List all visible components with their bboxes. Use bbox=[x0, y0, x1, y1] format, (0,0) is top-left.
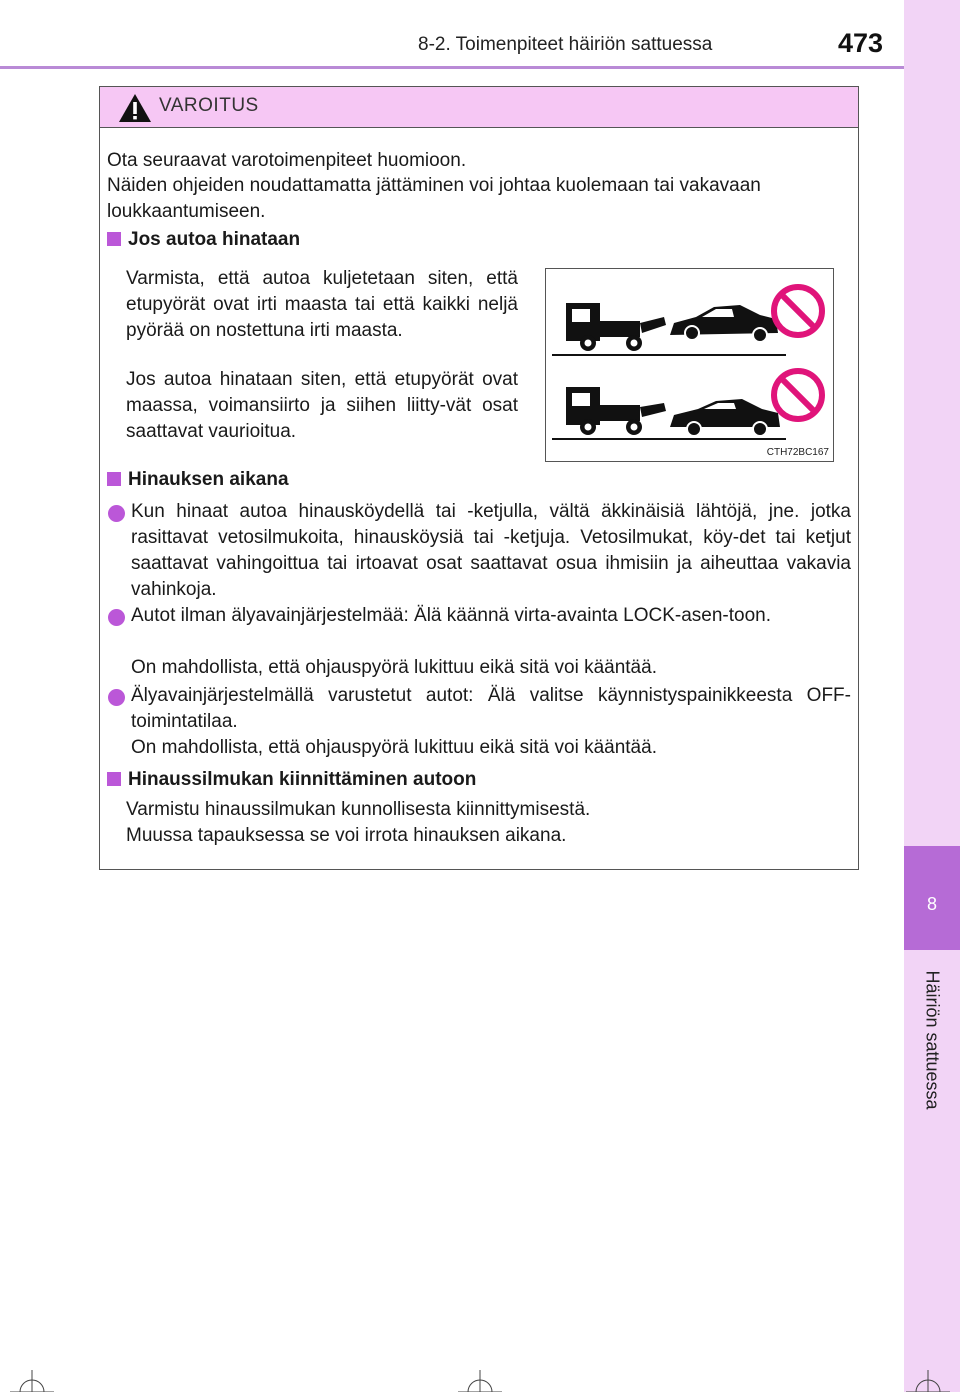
prohibited-icon bbox=[774, 371, 822, 419]
towing-text-1: Varmista, että autoa kuljetetaan siten, että etupyörät ovat irti maasta tai että kaikki neljä pyörää on nostettuna irti maasta. bbox=[126, 268, 518, 341]
section-heading-tow-eyelet: Hinaussilmukan kiinnittäminen autoon bbox=[107, 767, 476, 793]
towing-bullet-2: Autot ilman älyavainjärjestelmää: Älä käännä virta-avainta LOCK-asen-toon. bbox=[131, 605, 771, 626]
towing-bullet-1: Kun hinaat autoa hinausköydellä tai -ketjulla, vältä äkkinäisiä lähtöjä, jne. jotka rasittavat vetosilmukoita, hinausköysiä tai -ketjuja. Vetosilmukat, köy-det tai ketjut saattavat vahingoittua tai irtoavat osat saattavat osua ihmisiin ja aiheuttaa vakavia vahinkoja. bbox=[131, 501, 851, 600]
crop-mark-icon bbox=[906, 1370, 950, 1392]
header-divider bbox=[0, 66, 904, 69]
crop-mark-icon bbox=[458, 1370, 502, 1392]
tow-truck-icon bbox=[566, 303, 666, 351]
towing-illustration bbox=[545, 268, 834, 462]
lifted-car-icon bbox=[670, 305, 778, 342]
square-bullet-icon bbox=[107, 472, 121, 486]
section-title: 8-2. Toimenpiteet häiriön sattuessa bbox=[418, 34, 713, 55]
square-bullet-icon bbox=[107, 232, 121, 246]
section-heading-towing: Jos autoa hinataan bbox=[107, 227, 300, 253]
chapter-number-block bbox=[904, 846, 960, 950]
tow-eyelet-text-2: Muussa tapauksessa se voi irrota hinauksen aikana. bbox=[126, 825, 567, 846]
warning-label: VAROITUS bbox=[159, 95, 259, 116]
warning-triangle-icon bbox=[118, 93, 152, 123]
warning-box bbox=[99, 86, 859, 870]
towed-car-icon bbox=[670, 399, 780, 436]
intro-line-2: Näiden ohjeiden noudattamatta jättäminen voi johtaa kuolemaan tai vakavaan loukkaantumiseen. bbox=[107, 175, 761, 222]
illustration-code: CTH72BC167 bbox=[766, 447, 829, 458]
bullet-dot-icon bbox=[108, 689, 125, 706]
towing-bullet-3: Älyavainjärjestelmällä varustetut autot: Älä valitse käynnistyspainikkeesta OFF-toimintatilaa. bbox=[131, 685, 851, 732]
bullet-dot-icon bbox=[108, 609, 125, 626]
towing-text-2: Jos autoa hinataan siten, että etupyörät ovat maassa, voimansiirto ja siihen liitty-vät osat saattavat vaurioitua. bbox=[126, 369, 518, 442]
towing-bullet-2-note: On mahdollista, että ohjauspyörä lukittuu eikä sitä voi kääntää. bbox=[131, 657, 657, 678]
tow-truck-icon bbox=[566, 387, 666, 435]
intro-line-1: Ota seuraavat varotoimenpiteet huomioon. bbox=[107, 150, 467, 171]
crop-mark-icon bbox=[10, 1370, 54, 1392]
page-number: 473 bbox=[838, 28, 884, 58]
towing-bullet-3-note: On mahdollista, että ohjauspyörä lukittuu eikä sitä voi kääntää. bbox=[131, 737, 657, 758]
chapter-number: 8 bbox=[926, 894, 937, 914]
square-bullet-icon bbox=[107, 772, 121, 786]
section-heading-during-towing: Hinauksen aikana bbox=[107, 467, 289, 493]
prohibited-icon bbox=[774, 287, 822, 335]
chapter-title: Häiriön sattuessa bbox=[922, 970, 943, 1110]
warning-header bbox=[100, 87, 858, 128]
towing-diagram bbox=[546, 269, 833, 461]
chapter-side-tab bbox=[904, 0, 960, 1392]
bullet-dot-icon bbox=[108, 505, 125, 522]
tow-eyelet-text-1: Varmistu hinaussilmukan kunnollisesta kiinnittymisestä. bbox=[126, 799, 591, 820]
